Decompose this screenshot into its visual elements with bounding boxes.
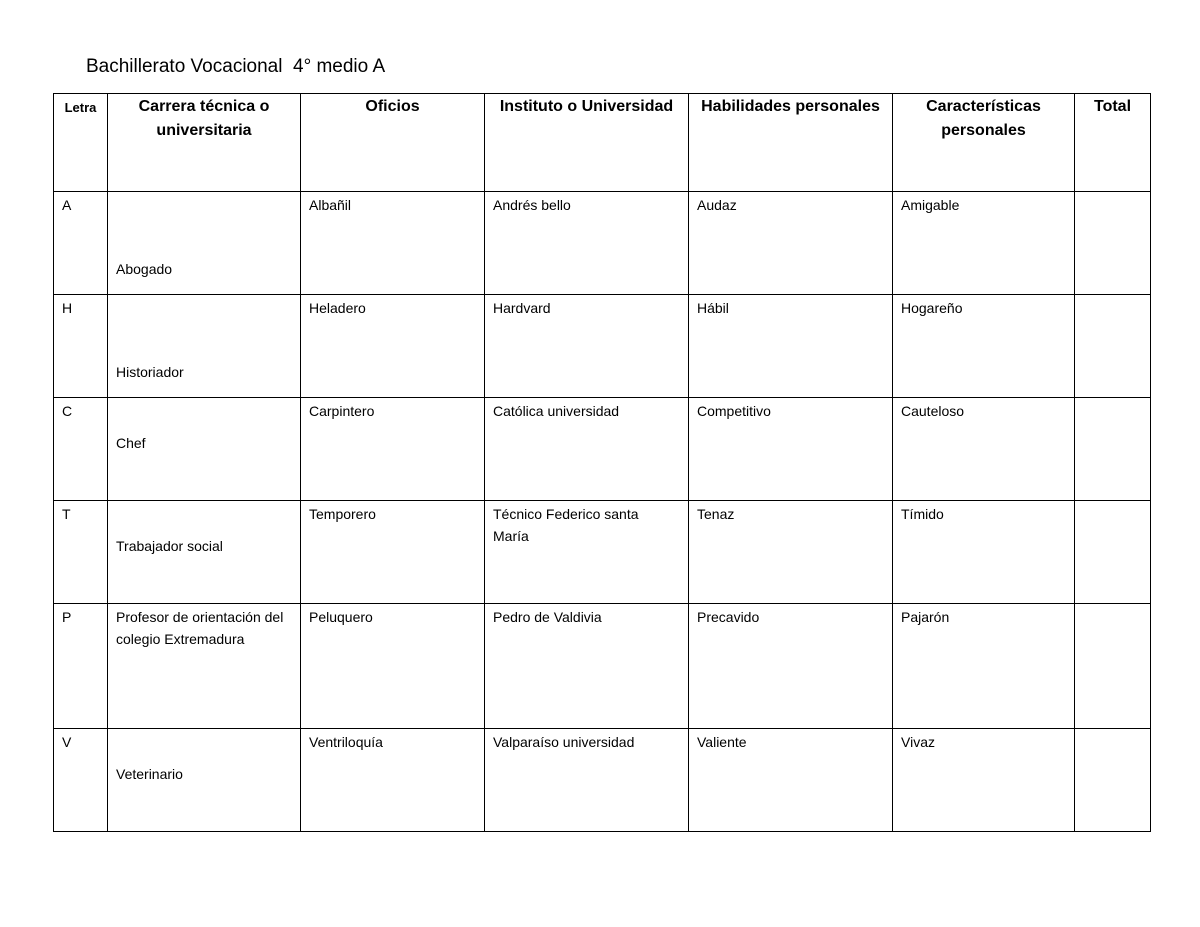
instituto-text: Católica universidad	[493, 403, 620, 419]
cell-caracteristica	[893, 398, 1075, 501]
caracteristica-text: Cauteloso	[901, 403, 965, 419]
letra-text: P	[62, 609, 72, 625]
cell-total	[1075, 604, 1151, 729]
caracteristica-text: Hogareño	[901, 300, 963, 316]
caracteristica-text: Pajarón	[901, 609, 950, 625]
habilidad-text: Audaz	[697, 197, 737, 213]
cell-total	[1075, 729, 1151, 832]
caracteristica-text: Vivaz	[901, 734, 935, 750]
header-total: Total	[1075, 94, 1151, 192]
cell-instituto	[485, 604, 689, 729]
oficio-text: Carpintero	[309, 403, 375, 419]
letra-text: T	[62, 506, 71, 522]
table-row	[54, 729, 1151, 832]
carrera-text: Abogado	[116, 261, 173, 277]
cell-habilidad	[689, 398, 893, 501]
table-row	[54, 501, 1151, 604]
header-letra: Letra	[54, 94, 108, 192]
instituto-text: Técnico Federico santa María	[493, 506, 639, 544]
cell-caracteristica	[893, 501, 1075, 604]
cell-total	[1075, 295, 1151, 398]
letra-text: V	[62, 734, 72, 750]
cell-instituto	[485, 398, 689, 501]
caracteristica-text: Amigable	[901, 197, 960, 213]
total-text	[1075, 398, 1150, 400]
total-text	[1075, 295, 1150, 297]
cell-carrera	[108, 729, 301, 832]
habilidad-text: Valiente	[697, 734, 747, 750]
header-row	[54, 94, 1151, 192]
caracteristica-text: Tímido	[901, 506, 944, 522]
cell-instituto	[485, 501, 689, 604]
cell-habilidad	[689, 192, 893, 295]
cell-habilidad	[689, 604, 893, 729]
cell-instituto	[485, 192, 689, 295]
cell-letra	[54, 192, 108, 295]
table-row	[54, 398, 1151, 501]
cell-habilidad	[689, 501, 893, 604]
cell-letra	[54, 729, 108, 832]
header-habilidades: Habilidades personales	[689, 94, 893, 192]
cell-oficio	[301, 295, 485, 398]
table-row	[54, 192, 1151, 295]
cell-habilidad	[689, 295, 893, 398]
cell-total	[1075, 398, 1151, 501]
instituto-text: Hardvard	[493, 300, 551, 316]
table-row	[54, 604, 1151, 729]
oficio-text: Peluquero	[309, 609, 373, 625]
cell-instituto	[485, 729, 689, 832]
cell-total	[1075, 192, 1151, 295]
oficio-text: Temporero	[309, 506, 376, 522]
instituto-text: Andrés bello	[493, 197, 571, 213]
cell-caracteristica	[893, 729, 1075, 832]
habilidad-text: Competitivo	[697, 403, 771, 419]
oficio-text: Albañil	[309, 197, 352, 213]
carrera-text: Chef	[116, 435, 146, 451]
cell-oficio	[301, 501, 485, 604]
habilidad-text: Hábil	[697, 300, 729, 316]
cell-caracteristica	[893, 295, 1075, 398]
cell-carrera	[108, 192, 301, 295]
letra-text: A	[62, 197, 72, 213]
cell-oficio	[301, 398, 485, 501]
cell-letra	[54, 398, 108, 501]
table-row	[54, 295, 1151, 398]
document-title: Bachillerato Vocacional 4° medio A	[86, 56, 386, 77]
letra-text: C	[62, 403, 73, 419]
total-text	[1075, 501, 1150, 503]
header-instituto: Instituto o Universidad	[485, 94, 689, 192]
habilidad-text: Precavido	[697, 609, 760, 625]
cell-caracteristica	[893, 192, 1075, 295]
instituto-text: Pedro de Valdivia	[493, 609, 602, 625]
cell-habilidad	[689, 729, 893, 832]
cell-total	[1075, 501, 1151, 604]
cell-oficio	[301, 604, 485, 729]
carrera-text: Veterinario	[116, 766, 183, 782]
letra-text: H	[62, 300, 73, 316]
oficio-text: Heladero	[309, 300, 366, 316]
oficio-text: Ventriloquía	[309, 734, 383, 750]
cell-letra	[54, 501, 108, 604]
carrera-text: Trabajador social	[116, 538, 223, 554]
total-text	[1075, 729, 1150, 731]
instituto-text: Valparaíso universidad	[493, 734, 635, 750]
vocational-table	[53, 93, 1151, 832]
header-oficios: Oficios	[301, 94, 485, 192]
cell-oficio	[301, 192, 485, 295]
cell-oficio	[301, 729, 485, 832]
cell-carrera	[108, 295, 301, 398]
header-caracteristicas: Características personales	[893, 94, 1075, 192]
habilidad-text: Tenaz	[697, 506, 735, 522]
cell-carrera	[108, 604, 301, 729]
cell-carrera	[108, 398, 301, 501]
total-text	[1075, 192, 1150, 194]
total-text	[1075, 604, 1150, 606]
carrera-text: Profesor de orientación del colegio Extremadura	[116, 609, 284, 647]
carrera-text: Historiador	[116, 364, 184, 380]
cell-instituto	[485, 295, 689, 398]
cell-letra	[54, 604, 108, 729]
cell-caracteristica	[893, 604, 1075, 729]
cell-letra	[54, 295, 108, 398]
cell-carrera	[108, 501, 301, 604]
header-carrera: Carrera técnica o universitaria	[108, 94, 301, 192]
